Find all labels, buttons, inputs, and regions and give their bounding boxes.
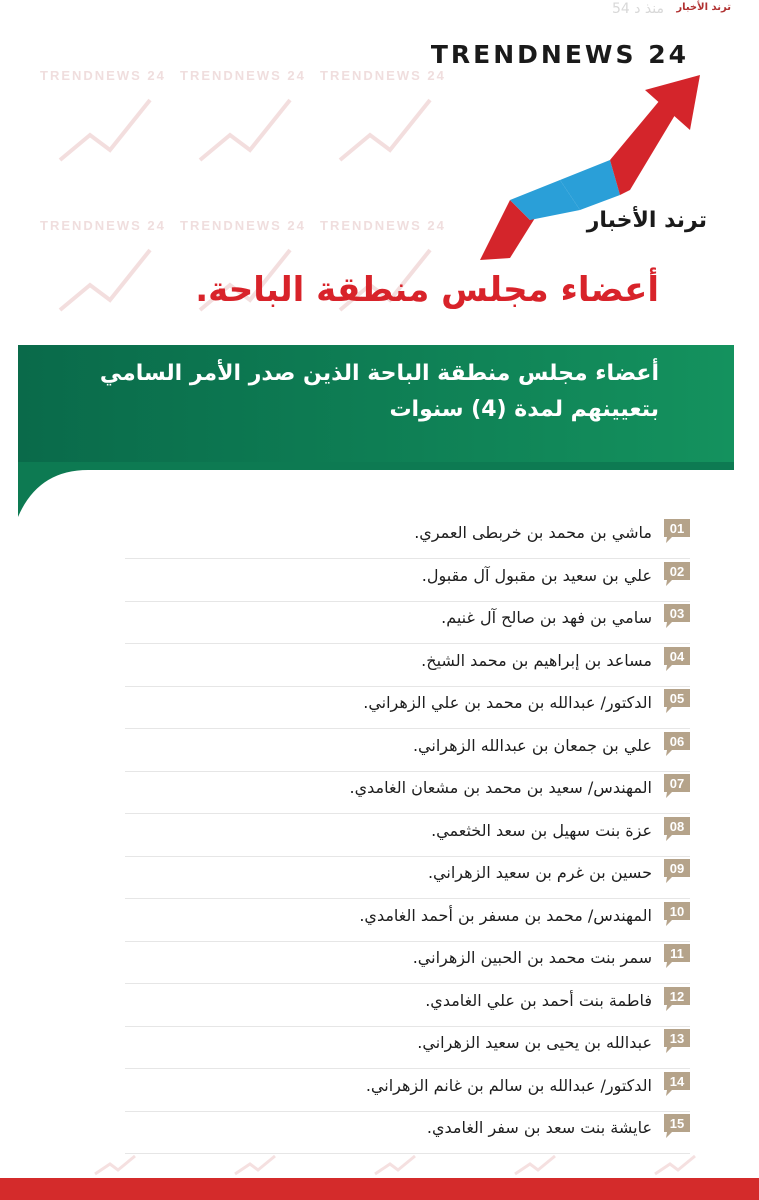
- member-name: الدكتور/ عبدالله بن سالم بن غانم الزهراني.: [365, 1075, 652, 1095]
- member-number: 12: [669, 988, 685, 1004]
- member-number: 03: [669, 606, 685, 621]
- member-name: عبدالله بن يحيى بن سعيد الزهراني.: [417, 1033, 652, 1052]
- member-number: 13: [669, 1031, 685, 1046]
- member-name: المهندس/ سعيد بن محمد بن مشعان الغامدي.: [349, 778, 652, 797]
- member-name: الدكتور/ عبدالله بن محمد بن علي الزهراني.: [363, 693, 652, 712]
- member-row: [125, 515, 690, 559]
- member-number: 01: [669, 521, 685, 536]
- member-name: المهندس/ محمد بن مسفر بن أحمد الغامدي.: [359, 905, 652, 925]
- member-number: 04: [669, 648, 685, 664]
- member-name: ماشي بن محمد بن خربطى العمري.: [414, 523, 652, 542]
- status-strip: [0, 0, 759, 22]
- member-number: 06: [669, 733, 685, 749]
- member-number: 05: [669, 691, 685, 706]
- member-name: سمر بنت محمد بن الحبين الزهراني.: [412, 948, 652, 967]
- member-row: [125, 685, 690, 729]
- status-time: منذ د 54: [611, 1, 664, 17]
- brand-title: TRENDNEWS 24: [430, 40, 689, 69]
- member-row: [125, 1110, 690, 1154]
- member-name: حسين بن غرم بن سعيد الزهراني.: [427, 863, 652, 882]
- member-name: مساعد بن إبراهيم بن محمد الشيخ.: [421, 650, 652, 670]
- member-number: 10: [669, 903, 685, 919]
- page-headline: أعضاء مجلس منطقة الباحة.: [195, 270, 659, 310]
- member-row: [125, 643, 690, 687]
- member-name: عايشة بنت سعد بن سفر الغامدي.: [426, 1118, 652, 1137]
- member-name: فاطمة بنت أحمد بن علي الغامدي.: [425, 990, 652, 1010]
- member-name: علي بن جمعان بن عبدالله الزهراني.: [412, 735, 652, 755]
- member-name: عزة بنت سهيل بن سعد الخثعمي.: [431, 820, 652, 840]
- member-row: [125, 728, 690, 772]
- brand-tagline: ترند الأخبار: [586, 208, 707, 233]
- member-row: [125, 1068, 690, 1112]
- member-row: [125, 855, 690, 899]
- trend-arrow-icon: [470, 70, 710, 270]
- member-number: 07: [669, 776, 685, 791]
- footer-bar: [0, 1178, 759, 1200]
- footer-watermark-arrows: [0, 1150, 759, 1178]
- member-number: 08: [669, 818, 685, 834]
- watermark-pattern: TRENDNEWS 24 TRENDNEWS 24 TRENDNEWS 24 TRENDNEWS 24 TRENDNEWS 24 TRENDNEWS 24: [0, 40, 759, 500]
- member-number: 14: [669, 1073, 685, 1089]
- member-name: علي بن سعيد بن مقبول آل مقبول.: [421, 565, 652, 585]
- member-row: [125, 558, 690, 602]
- footer-watermark: [0, 1150, 759, 1178]
- member-row: [125, 898, 690, 942]
- status-logo: ترند الأخبار: [676, 2, 731, 13]
- member-number: 11: [670, 946, 684, 961]
- member-row: [125, 1025, 690, 1069]
- member-number: 09: [669, 861, 685, 876]
- member-row: [125, 983, 690, 1027]
- banner-text: أعضاء مجلس منطقة الباحة الذين صدر الأمر السامي بتعيينهم لمدة (4) سنوات: [99, 361, 659, 422]
- member-number: 15: [669, 1116, 685, 1131]
- member-name: سامي بن فهد بن صالح آل غنيم.: [441, 608, 652, 627]
- member-number: 02: [669, 563, 685, 579]
- member-row: [125, 600, 690, 644]
- banner-curve: [18, 462, 734, 522]
- member-row: [125, 770, 690, 814]
- member-row: [125, 813, 690, 857]
- member-row: [125, 940, 690, 984]
